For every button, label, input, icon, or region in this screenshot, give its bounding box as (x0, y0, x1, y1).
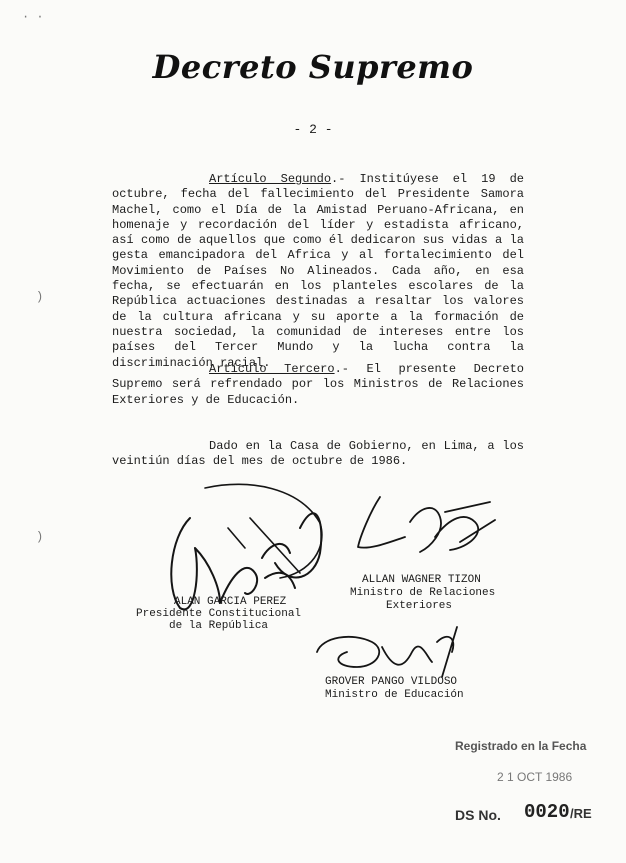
closing-statement: Dado en la Casa de Gobierno, en Lima, a los veintiún días del mes de octubre de 1986. (112, 439, 524, 469)
president-title-line2: de la República (169, 620, 269, 632)
article-third-separator: .- (334, 362, 349, 376)
article-second (112, 172, 524, 371)
registration-date: 2 1 OCT 1986 (497, 770, 573, 784)
margin-mark-left-2: ) (36, 530, 44, 544)
foreign-minister-title-line1: Ministro de Relaciones (350, 587, 496, 599)
article-third-text: El presente Decreto Supremo será refrendado por los Ministros de Relaciones Exteriores y de Educación. (112, 362, 524, 407)
ds-number-label: DS No. (455, 807, 501, 823)
ds-number-value: 0020 (524, 801, 570, 823)
article-second-heading: Artículo Segundo (209, 172, 332, 186)
article-third-heading: Artículo Tercero (209, 362, 335, 376)
education-minister-name: GROVER PANGO VILDOSO (325, 676, 458, 688)
margin-mark-top: · · (22, 10, 44, 24)
president-name: ALAN GARCIA PEREZ (174, 596, 287, 608)
article-second-separator: .- (331, 172, 346, 186)
article-third (112, 362, 524, 408)
president-title-line1: Presidente Constitucional (136, 608, 302, 620)
document-title: Decreto Supremo (152, 48, 474, 86)
foreign-minister-title-line2: Exteriores (386, 600, 453, 612)
education-minister-title: Ministro de Educación (325, 689, 464, 701)
margin-mark-left-1: ) (36, 290, 44, 304)
ds-number-suffix: /RE (570, 806, 592, 821)
article-second-text: Institúyese el 19 de octubre, fecha del fallecimiento del Presidente Samora Machel, como el Día de la Amistad Peruano-Africana, en homenaje y recordación del líder y estadista africano, así como de aquellos que como él dedicaron sus vidas a la gesta emancipadora del Africa y al fortalecimiento del Movimiento de Países No Alineados. Cada año, en esa fecha, se efectuarán en los planteles escolares de la República actuaciones destinadas a resaltar los valores de la cultura africana y su aporte a la formación de nuestra sociedad, la comunidad de intereses entre los países del Tercer Mundo y la lucha contra la discriminación racial. (112, 172, 524, 370)
foreign-minister-signature (350, 492, 500, 572)
foreign-minister-name: ALLAN WAGNER TIZON (362, 574, 481, 586)
registration-label: Registrado en la Fecha (455, 739, 587, 753)
education-minister-signature (312, 622, 472, 682)
page-number: - 2 - (293, 122, 333, 137)
